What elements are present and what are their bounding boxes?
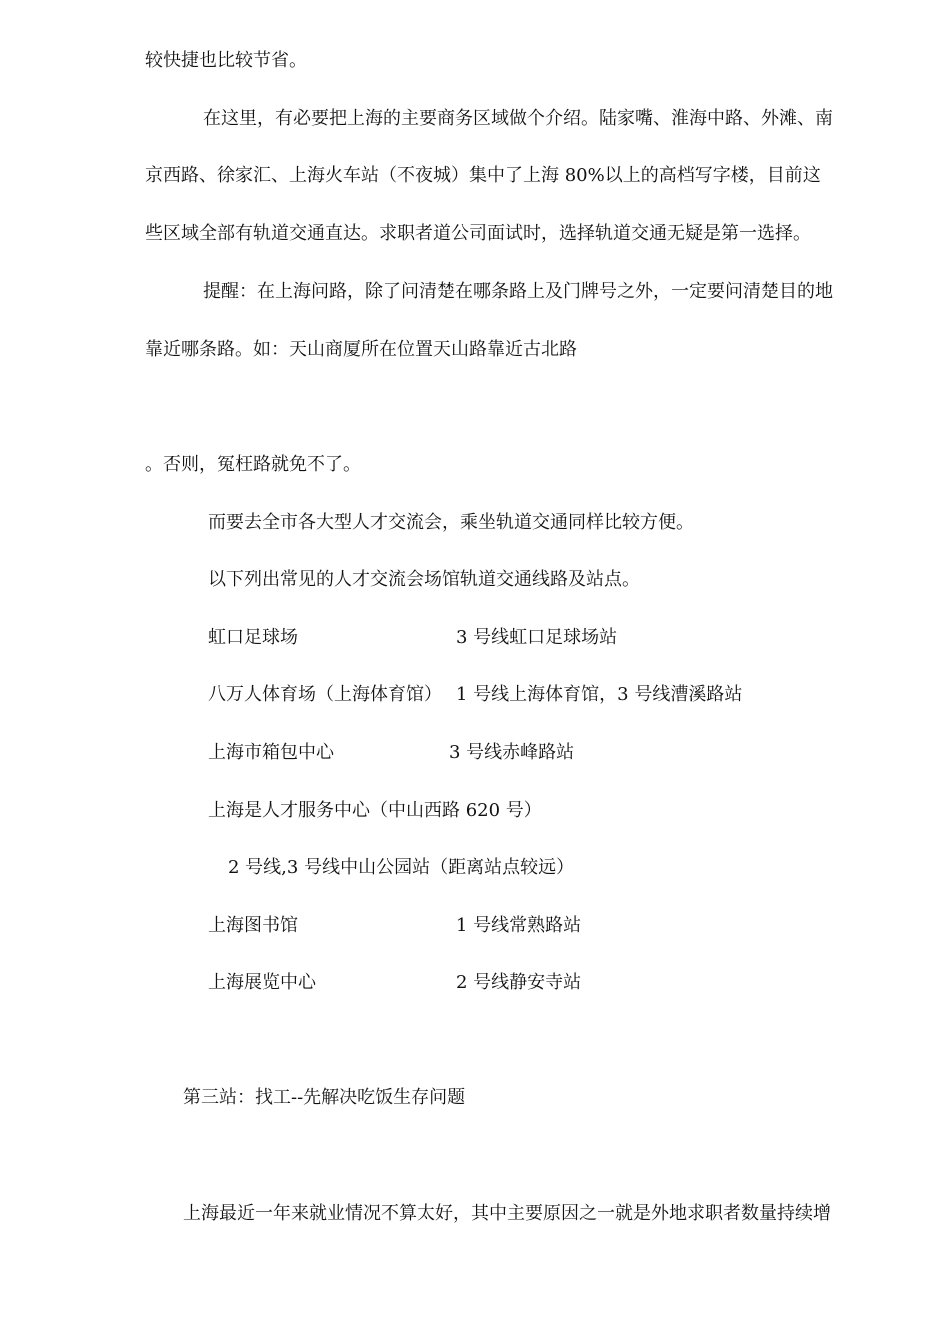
text-line-9: 以下列出常见的人才交流会场馆轨道交通线路及站点。 [208, 569, 640, 590]
venue-name: 上海是人才服务中心（中山西路 620 号） [208, 800, 542, 821]
venue-name: 2 号线,3 号线中山公园站（距离站点较远） [228, 857, 575, 878]
venue-name: 上海图书馆 [208, 915, 298, 936]
text-line-2: 在这里，有必要把上海的主要商务区域做个介绍。陆家嘴、淮海中路、外滩、南 [203, 108, 833, 129]
venue-route: 3 号线赤峰路站 [449, 742, 575, 763]
closing-line: 上海最近一年来就业情况不算太好，其中主要原因之一就是外地求职者数量持续增 [183, 1203, 831, 1224]
venue-name: 上海展览中心 [208, 972, 316, 993]
venue-route: 3 号线虹口足球场站 [456, 627, 618, 648]
venue-name: 虹口足球场 [208, 627, 298, 648]
venue-name: 八万人体育场（上海体育馆） [208, 684, 442, 705]
text-line-4: 些区域全部有轨道交通直达。求职者道公司面试时，选择轨道交通无疑是第一选择。 [145, 223, 811, 244]
section-title: 第三站：找工--先解决吃饭生存问题 [183, 1087, 466, 1108]
venue-route: 1 号线上海体育馆，3 号线漕溪路站 [456, 684, 743, 705]
text-line-5: 提醒：在上海问路，除了问清楚在哪条路上及门牌号之外，一定要问清楚目的地 [203, 281, 833, 302]
text-line-3: 京西路、徐家汇、上海火车站（不夜城）集中了上海 80%以上的高档写字楼，目前这 [145, 165, 821, 186]
venue-route: 1 号线常熟路站 [456, 915, 582, 936]
text-line-1: 较快捷也比较节省。 [145, 50, 307, 71]
text-line-8: 而要去全市各大型人才交流会，乘坐轨道交通同样比较方便。 [208, 512, 694, 533]
venue-name: 上海市箱包中心 [208, 742, 334, 763]
text-line-6: 靠近哪条路。如：天山商厦所在位置天山路靠近古北路 [145, 339, 577, 360]
text-line-7: 。否则，冤枉路就免不了。 [145, 454, 361, 475]
venue-route: 2 号线静安寺站 [456, 972, 582, 993]
